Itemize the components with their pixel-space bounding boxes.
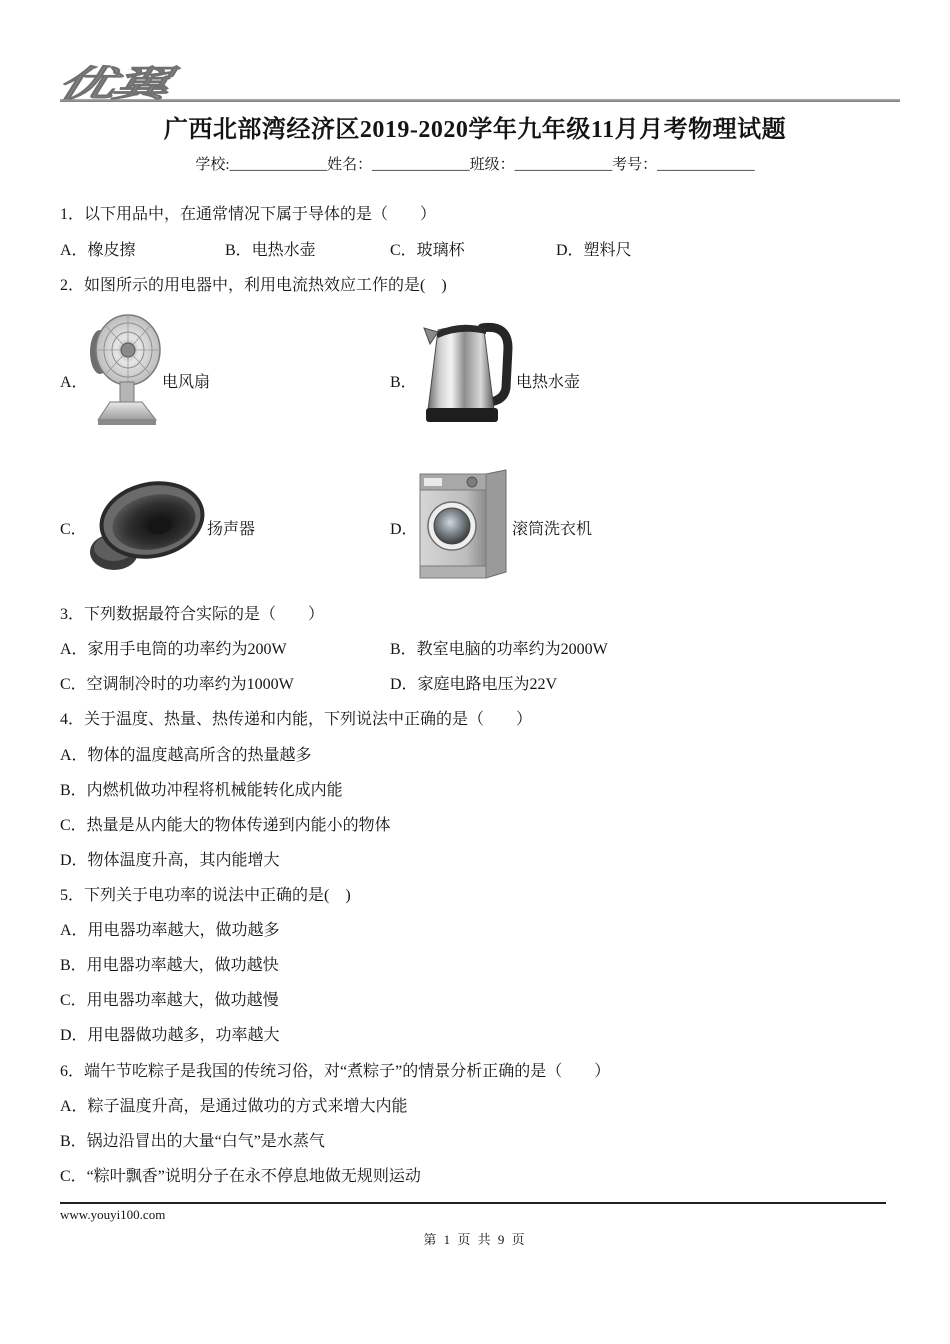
- fan-grille: [96, 315, 160, 385]
- base-shape: [426, 408, 498, 422]
- question-1-stem: 1．以下用品中，在通常情况下属于导体的是（ ）: [60, 206, 437, 223]
- option-caption: 电风扇: [162, 374, 211, 391]
- question-1-option-d: D．塑料尺: [556, 242, 632, 259]
- question-4-stem: 4．关于温度、热量、热传递和内能，下列说法中正确的是（ ）: [60, 711, 533, 728]
- info-blank-class: _____________: [514, 157, 613, 173]
- question-3-option-c: C．空调制冷时的功率约为1000W: [60, 676, 294, 693]
- electric-fan-image: [84, 312, 162, 427]
- question-6-option-a: A．粽子温度升高，是通过做功的方式来增大内能: [60, 1098, 408, 1115]
- question-5-option-c: C．用电器功率越大，做功越慢: [60, 992, 279, 1009]
- program-knob: [467, 477, 477, 487]
- base-edge: [98, 419, 156, 425]
- option-letter: A．: [60, 374, 88, 391]
- question-6-option-b: B．锅边沿冒出的大量“白气”是水蒸气: [60, 1133, 325, 1150]
- student-info-line: [0, 156, 950, 174]
- door-glass: [434, 508, 470, 544]
- washer-kick-plate: [420, 566, 486, 578]
- question-3-option-a: A．家用手电筒的功率约为200W: [60, 641, 287, 658]
- question-3-option-d: D．家庭电路电压为22V: [390, 676, 558, 693]
- fan-neck: [120, 382, 134, 404]
- display-window: [424, 478, 442, 486]
- fan-hub: [121, 343, 135, 357]
- question-4-option-a: A．物体的温度越高所含的热量越多: [60, 747, 312, 764]
- header-rule: [60, 99, 900, 102]
- question-6-option-c: C．“粽叶飘香”说明分子在永不停息地做无规则运动: [60, 1168, 421, 1185]
- kick-plate-shape: [420, 566, 486, 578]
- info-blank-exam-number: _____________: [657, 157, 755, 173]
- option-letter: B．: [390, 374, 417, 391]
- info-blank-name: _____________: [372, 157, 470, 173]
- electric-kettle-image: [418, 318, 514, 428]
- fan-base: [98, 402, 156, 425]
- question-5-option-a: A．用电器功率越大，做功越多: [60, 922, 280, 939]
- base-top: [98, 402, 156, 420]
- page-indicator: 第 1 页 共 9 页: [423, 1232, 527, 1247]
- side-panel-shape: [486, 470, 506, 578]
- question-5-option-b: B．用电器功率越大，做功越快: [60, 957, 279, 974]
- brand-logo: 优翼: [53, 64, 172, 104]
- kettle-spout: [424, 328, 438, 344]
- loudspeaker-image: [86, 478, 206, 574]
- info-label-class: 班级：: [469, 157, 515, 173]
- drum-washing-machine-image: [416, 468, 510, 580]
- footer-website: www.youyi100.com: [60, 1207, 166, 1222]
- option-letter: D．: [390, 521, 418, 538]
- option-caption: 滚筒洗衣机: [512, 521, 593, 538]
- info-label-school: 学校:: [195, 157, 230, 173]
- neck-shape: [120, 382, 134, 404]
- washer-side-panel: [486, 470, 506, 578]
- question-5-stem: 5．下列关于电功率的说法中正确的是( ): [60, 887, 351, 904]
- question-4-option-b: B．内燃机做功冲程将机械能转化成内能: [60, 782, 343, 799]
- kettle-base: [426, 408, 498, 422]
- question-3-option-b: B．教室电脑的功率约为2000W: [390, 641, 608, 658]
- kettle-body: [428, 327, 494, 410]
- question-1-option-c: C．玻璃杯: [390, 242, 465, 259]
- info-label-name: 姓名：: [327, 157, 373, 173]
- washer-door: [428, 502, 476, 550]
- body-shape: [428, 327, 494, 410]
- option-letter: C．: [60, 521, 87, 538]
- info-blank-school: _____________: [229, 157, 328, 173]
- exam-title: 广西北部湾经济区2019-2020学年九年级11月月考物理试题: [163, 117, 787, 143]
- question-4-option-d: D．物体温度升高，其内能增大: [60, 852, 280, 869]
- washer-control-panel: [420, 474, 486, 490]
- footer-rule: [60, 1202, 886, 1204]
- spout-shape: [424, 328, 438, 344]
- question-3-stem: 3．下列数据最符合实际的是（ ）: [60, 606, 325, 623]
- option-caption: 电热水壶: [516, 374, 581, 391]
- question-4-option-c: C．热量是从内能大的物体传递到内能小的物体: [60, 817, 391, 834]
- question-5-option-d: D．用电器做功越多，功率越大: [60, 1027, 280, 1044]
- option-caption: 扬声器: [207, 521, 256, 538]
- info-label-exam-number: 考号：: [612, 157, 658, 173]
- question-2-stem: 2．如图所示的用电器中，利用电流热效应工作的是( ): [60, 277, 447, 294]
- question-6-stem: 6．端午节吃粽子是我国的传统习俗，对“煮粽子”的情景分析正确的是（ ）: [60, 1063, 611, 1080]
- question-1-option-a: A．橡皮擦: [60, 242, 136, 259]
- question-1-option-b: B．电热水壶: [225, 242, 316, 259]
